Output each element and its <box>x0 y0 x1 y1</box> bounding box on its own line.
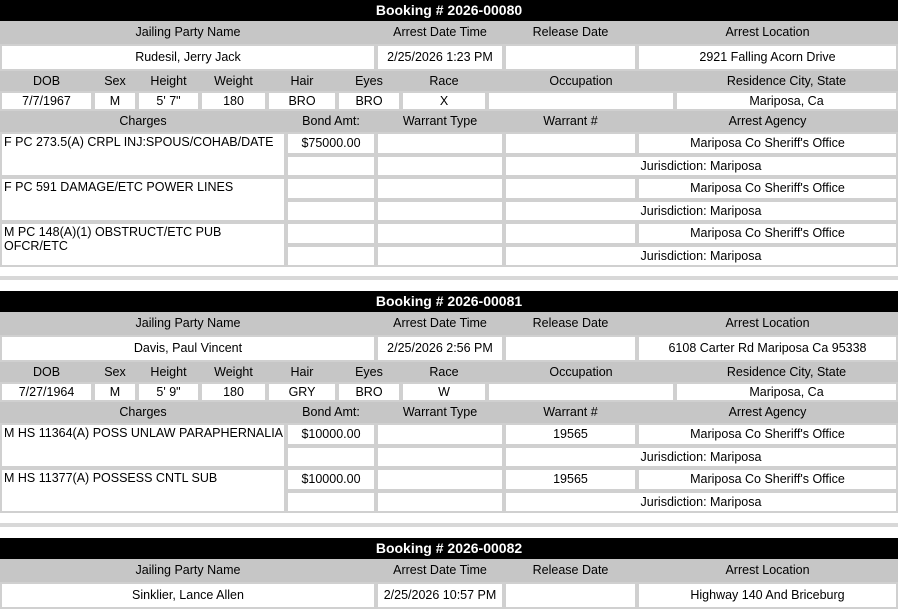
occupation-value <box>487 382 675 402</box>
race-value: W <box>401 382 487 402</box>
jailing-party-name: Sinklier, Lance Allen <box>0 582 376 609</box>
warrant-type-extra <box>376 491 504 513</box>
hair-header: Hair <box>267 362 337 382</box>
jurisdiction: Jurisdiction: Mariposa <box>504 155 898 177</box>
hair-value: GRY <box>267 382 337 402</box>
charge-description: F PC 591 DAMAGE/ETC POWER LINES <box>0 177 286 222</box>
dob-value: 7/7/1967 <box>0 91 93 111</box>
arrest-date-time: 2/25/2026 2:56 PM <box>376 335 504 362</box>
arrest-agency-header: Arrest Agency <box>637 402 898 423</box>
booking-number-header: Booking # 2026-00082 <box>0 538 898 559</box>
arrest-location: 6108 Carter Rd Mariposa Ca 95338 <box>637 335 898 362</box>
jurisdiction: Jurisdiction: Mariposa <box>504 491 898 513</box>
warrant-type-extra <box>376 155 504 177</box>
jailing-party-name: Rudesil, Jerry Jack <box>0 44 376 71</box>
bond-amt-header: Bond Amt: <box>286 402 376 423</box>
release-date <box>504 335 637 362</box>
bond-amount: $10000.00 <box>286 423 376 446</box>
hair-header: Hair <box>267 71 337 91</box>
arrest-agency: Mariposa Co Sheriff's Office <box>637 423 898 446</box>
arrest-location-header: Arrest Location <box>637 559 898 582</box>
sex-value: M <box>93 91 137 111</box>
arrest-date-time: 2/25/2026 10:57 PM <box>376 582 504 609</box>
hair-value: BRO <box>267 91 337 111</box>
occupation-value <box>487 91 675 111</box>
warrant-number <box>504 177 637 200</box>
eyes-header: Eyes <box>337 71 401 91</box>
race-value: X <box>401 91 487 111</box>
release-date <box>504 582 637 609</box>
residence-value: Mariposa, Ca <box>675 91 898 111</box>
charge-description: F PC 273.5(A) CRPL INJ:SPOUS/COHAB/DATE <box>0 132 286 177</box>
bond-amount-extra <box>286 491 376 513</box>
bond-amount-extra <box>286 245 376 267</box>
jailing-party-name: Davis, Paul Vincent <box>0 335 376 362</box>
jurisdiction: Jurisdiction: Mariposa <box>504 245 898 267</box>
charges-header: Charges <box>0 402 286 423</box>
bond-amount-extra <box>286 446 376 468</box>
booking-separator <box>0 276 898 280</box>
jailing-party-name-header: Jailing Party Name <box>0 21 376 44</box>
bond-amount: $75000.00 <box>286 132 376 155</box>
warrant-type-header: Warrant Type <box>376 111 504 132</box>
weight-value: 180 <box>200 91 267 111</box>
weight-header: Weight <box>200 362 267 382</box>
height-header: Height <box>137 362 200 382</box>
eyes-value: BRO <box>337 382 401 402</box>
warrant-number-header: Warrant # <box>504 402 637 423</box>
occupation-header: Occupation <box>487 71 675 91</box>
warrant-type <box>376 423 504 446</box>
arrest-agency-header: Arrest Agency <box>637 111 898 132</box>
warrant-type-extra <box>376 200 504 222</box>
dob-header: DOB <box>0 71 93 91</box>
warrant-number <box>504 222 637 245</box>
warrant-number: 19565 <box>504 468 637 491</box>
arrest-location: Highway 140 And Briceburg <box>637 582 898 609</box>
occupation-header: Occupation <box>487 362 675 382</box>
arrest-agency: Mariposa Co Sheriff's Office <box>637 468 898 491</box>
bond-amount <box>286 222 376 245</box>
dob-value: 7/27/1964 <box>0 382 93 402</box>
warrant-type-header: Warrant Type <box>376 402 504 423</box>
height-header: Height <box>137 71 200 91</box>
bond-amount: $10000.00 <box>286 468 376 491</box>
weight-header: Weight <box>200 71 267 91</box>
arrest-location-header: Arrest Location <box>637 21 898 44</box>
dob-header: DOB <box>0 362 93 382</box>
jailing-party-name-header: Jailing Party Name <box>0 312 376 335</box>
booking-separator <box>0 523 898 527</box>
arrest-date-time-header: Arrest Date Time <box>376 559 504 582</box>
bond-amount-extra <box>286 200 376 222</box>
bond-amount-extra <box>286 155 376 177</box>
charge-description: M HS 11364(A) POSS UNLAW PARAPHERNALIA <box>0 423 286 468</box>
arrest-location-header: Arrest Location <box>637 312 898 335</box>
warrant-number-header: Warrant # <box>504 111 637 132</box>
release-date-header: Release Date <box>504 559 637 582</box>
eyes-value: BRO <box>337 91 401 111</box>
charge-description: M HS 11377(A) POSSESS CNTL SUB <box>0 468 286 513</box>
release-date-header: Release Date <box>504 21 637 44</box>
bond-amt-header: Bond Amt: <box>286 111 376 132</box>
release-date <box>504 44 637 71</box>
jurisdiction: Jurisdiction: Mariposa <box>504 200 898 222</box>
race-header: Race <box>401 362 487 382</box>
warrant-type-extra <box>376 245 504 267</box>
arrest-location: 2921 Falling Acorn Drive <box>637 44 898 71</box>
warrant-type <box>376 177 504 200</box>
charges-header: Charges <box>0 111 286 132</box>
arrest-date-time-header: Arrest Date Time <box>376 312 504 335</box>
arrest-date-time-header: Arrest Date Time <box>376 21 504 44</box>
residence-header: Residence City, State <box>675 362 898 382</box>
booking-number-header: Booking # 2026-00080 <box>0 0 898 21</box>
sex-value: M <box>93 382 137 402</box>
warrant-type-extra <box>376 446 504 468</box>
residence-header: Residence City, State <box>675 71 898 91</box>
charge-description: M PC 148(A)(1) OBSTRUCT/ETC PUB OFCR/ETC <box>0 222 286 267</box>
arrest-agency: Mariposa Co Sheriff's Office <box>637 177 898 200</box>
arrest-agency: Mariposa Co Sheriff's Office <box>637 222 898 245</box>
residence-value: Mariposa, Ca <box>675 382 898 402</box>
race-header: Race <box>401 71 487 91</box>
release-date-header: Release Date <box>504 312 637 335</box>
height-value: 5' 9" <box>137 382 200 402</box>
arrest-agency: Mariposa Co Sheriff's Office <box>637 132 898 155</box>
warrant-type <box>376 132 504 155</box>
jurisdiction: Jurisdiction: Mariposa <box>504 446 898 468</box>
sex-header: Sex <box>93 71 137 91</box>
warrant-type <box>376 468 504 491</box>
arrest-date-time: 2/25/2026 1:23 PM <box>376 44 504 71</box>
eyes-header: Eyes <box>337 362 401 382</box>
bond-amount <box>286 177 376 200</box>
sex-header: Sex <box>93 362 137 382</box>
warrant-type <box>376 222 504 245</box>
height-value: 5' 7" <box>137 91 200 111</box>
warrant-number: 19565 <box>504 423 637 446</box>
weight-value: 180 <box>200 382 267 402</box>
booking-number-header: Booking # 2026-00081 <box>0 291 898 312</box>
warrant-number <box>504 132 637 155</box>
jailing-party-name-header: Jailing Party Name <box>0 559 376 582</box>
